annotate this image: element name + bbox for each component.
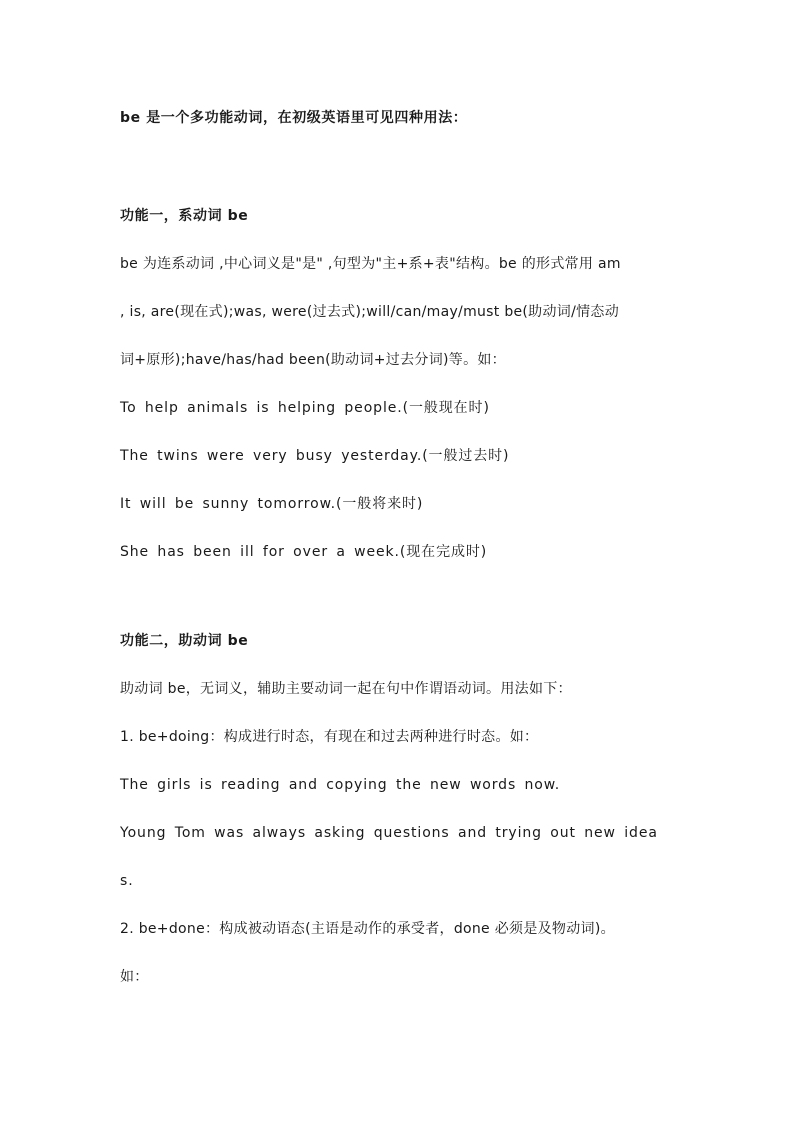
section1-paragraph-line: , is, are(现在式);was, were(过去式);will/can/may/must be(助动词/情态动	[120, 304, 619, 320]
usage-item-tail: 如：	[120, 969, 149, 985]
section1-paragraph-line: 词+原形);have/has/had been(助动词+过去分词)等。如：	[120, 352, 506, 368]
example-sentence: The twins were very busy yesterday.(一般过去时)	[120, 448, 510, 464]
example-sentence: s.	[120, 873, 134, 889]
example-sentence: She has been ill for over a week.(现在完成时)	[120, 544, 488, 560]
example-sentence: It will be sunny tomorrow.(一般将来时)	[120, 496, 424, 512]
section2-heading: 功能二，助动词 be	[120, 633, 249, 649]
example-sentence: Young Tom was always asking questions and trying out new idea	[120, 825, 658, 841]
usage-item: 1. be+doing：构成进行时态，有现在和过去两种进行时态。如：	[120, 729, 539, 745]
section2-paragraph: 助动词 be，无词义，辅助主要动词一起在句中作谓语动词。用法如下：	[120, 681, 572, 697]
section1-heading: 功能一，系动词 be	[120, 208, 249, 224]
example-sentence: The girls is reading and copying the new words now.	[120, 777, 561, 793]
section1-paragraph-line: be 为连系动词 ,中心词义是"是" ,句型为"主+系+表"结构。be 的形式常用 am	[120, 256, 621, 272]
example-sentence: To help animals is helping people.(一般现在时)	[120, 400, 490, 416]
intro-text: be 是一个多功能动词，在初级英语里可见四种用法：	[120, 110, 468, 126]
usage-item: 2. be+done：构成被动语态(主语是动作的承受者，done 必须是及物动词)。	[120, 921, 615, 937]
